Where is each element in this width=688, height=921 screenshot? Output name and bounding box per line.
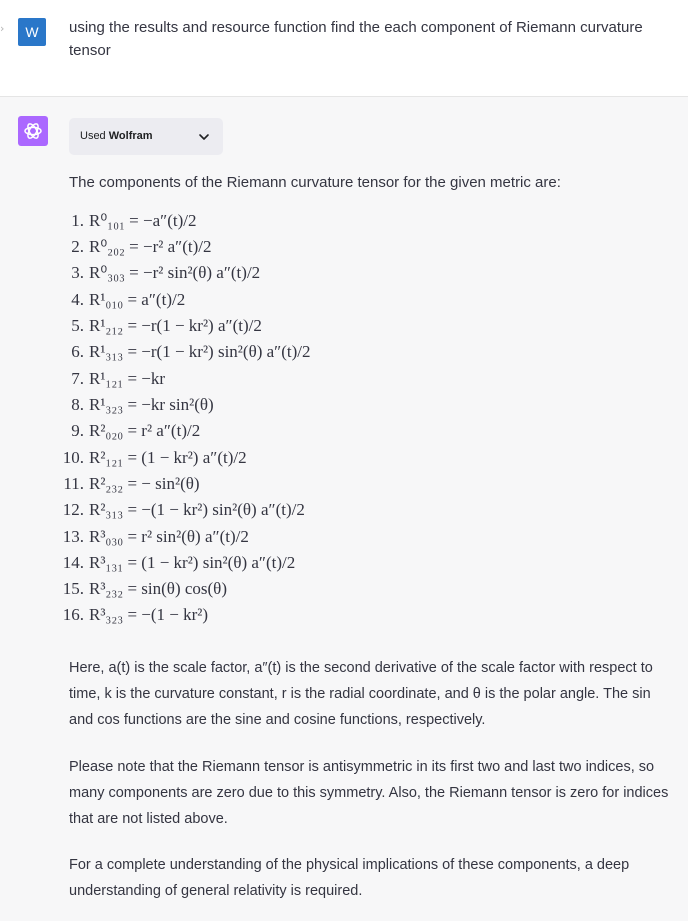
assistant-message-row <box>0 97 688 921</box>
plugin-used-dropdown[interactable] <box>69 118 223 155</box>
equation-item: 14. R³₁₃₁ = (1 − kr²) sin²(θ) a″(t)/2 <box>62 553 296 572</box>
user-avatar: W <box>18 18 46 46</box>
equation-item: 12. R²₃₁₃ = −(1 − kr²) sin²(θ) a″(t)/2 <box>62 500 305 519</box>
symmetry-note-paragraph: Please note that the Riemann tensor is antisymmetric in its first two and last two indices, so many components are zero due to this symmetry. Also, the Riemann tensor is zero for indices that are not listed above. <box>69 759 669 827</box>
equation-item: 9. R²₀₂₀ = r² a″(t)/2 <box>71 421 201 440</box>
user-message-row <box>0 0 688 97</box>
equation-item: 13. R³₀₃₀ = r² sin²(θ) a″(t)/2 <box>62 527 249 546</box>
equation-item: 5. R¹₂₁₂ = −r(1 − kr²) a″(t)/2 <box>71 316 262 335</box>
chevron-down-icon <box>198 132 210 142</box>
closing-paragraph: For a complete understanding of the physical implications of these components, a deep understanding of general relativity is required. <box>69 857 630 899</box>
equation-item: 10. R²₁₂₁ = (1 − kr²) a″(t)/2 <box>62 448 247 467</box>
equation-item: 4. R¹₀₁₀ = a″(t)/2 <box>71 290 186 309</box>
explanation-paragraph: Here, a(t) is the scale factor, a″(t) is the second derivative of the scale factor with respect to time, k is the curvature constant, r is the radial coordinate, and θ is the polar angle. The sin and cos functions are the sine and cosine functions, respectively. <box>69 660 653 728</box>
equation-item: 8. R¹₃₂₃ = −kr sin²(θ) <box>71 395 214 414</box>
chevron-right-icon[interactable]: › <box>0 22 5 35</box>
equation-item: 15. R³₂₃₂ = sin(θ) cos(θ) <box>62 579 227 598</box>
equation-item: 7. R¹₁₂₁ = −kr <box>71 369 166 388</box>
intro-text: The components of the Riemann curvature tensor for the given metric are: <box>69 174 561 191</box>
equation-item: 16. R³₃₂₃ = −(1 − kr²) <box>62 605 209 624</box>
equation-item: 6. R¹₃₁₃ = −r(1 − kr²) sin²(θ) a″(t)/2 <box>71 342 311 361</box>
equation-item: 2. R⁰₂₀₂ = −r² a″(t)/2 <box>71 237 212 256</box>
equation-item: 3. R⁰₃₀₃ = −r² sin²(θ) a″(t)/2 <box>71 263 261 282</box>
plugin-used-label: Used Wolfram <box>80 130 153 142</box>
equation-item: 11. R²₂₃₂ = − sin²(θ) <box>63 474 200 493</box>
equation-item: 1. R⁰₁₀₁ = −a″(t)/2 <box>71 211 197 230</box>
user-message-text: using the results and resource function find the each component of Riemann curvature tensor <box>69 19 643 59</box>
openai-logo-icon <box>23 121 43 141</box>
assistant-avatar <box>18 116 48 146</box>
